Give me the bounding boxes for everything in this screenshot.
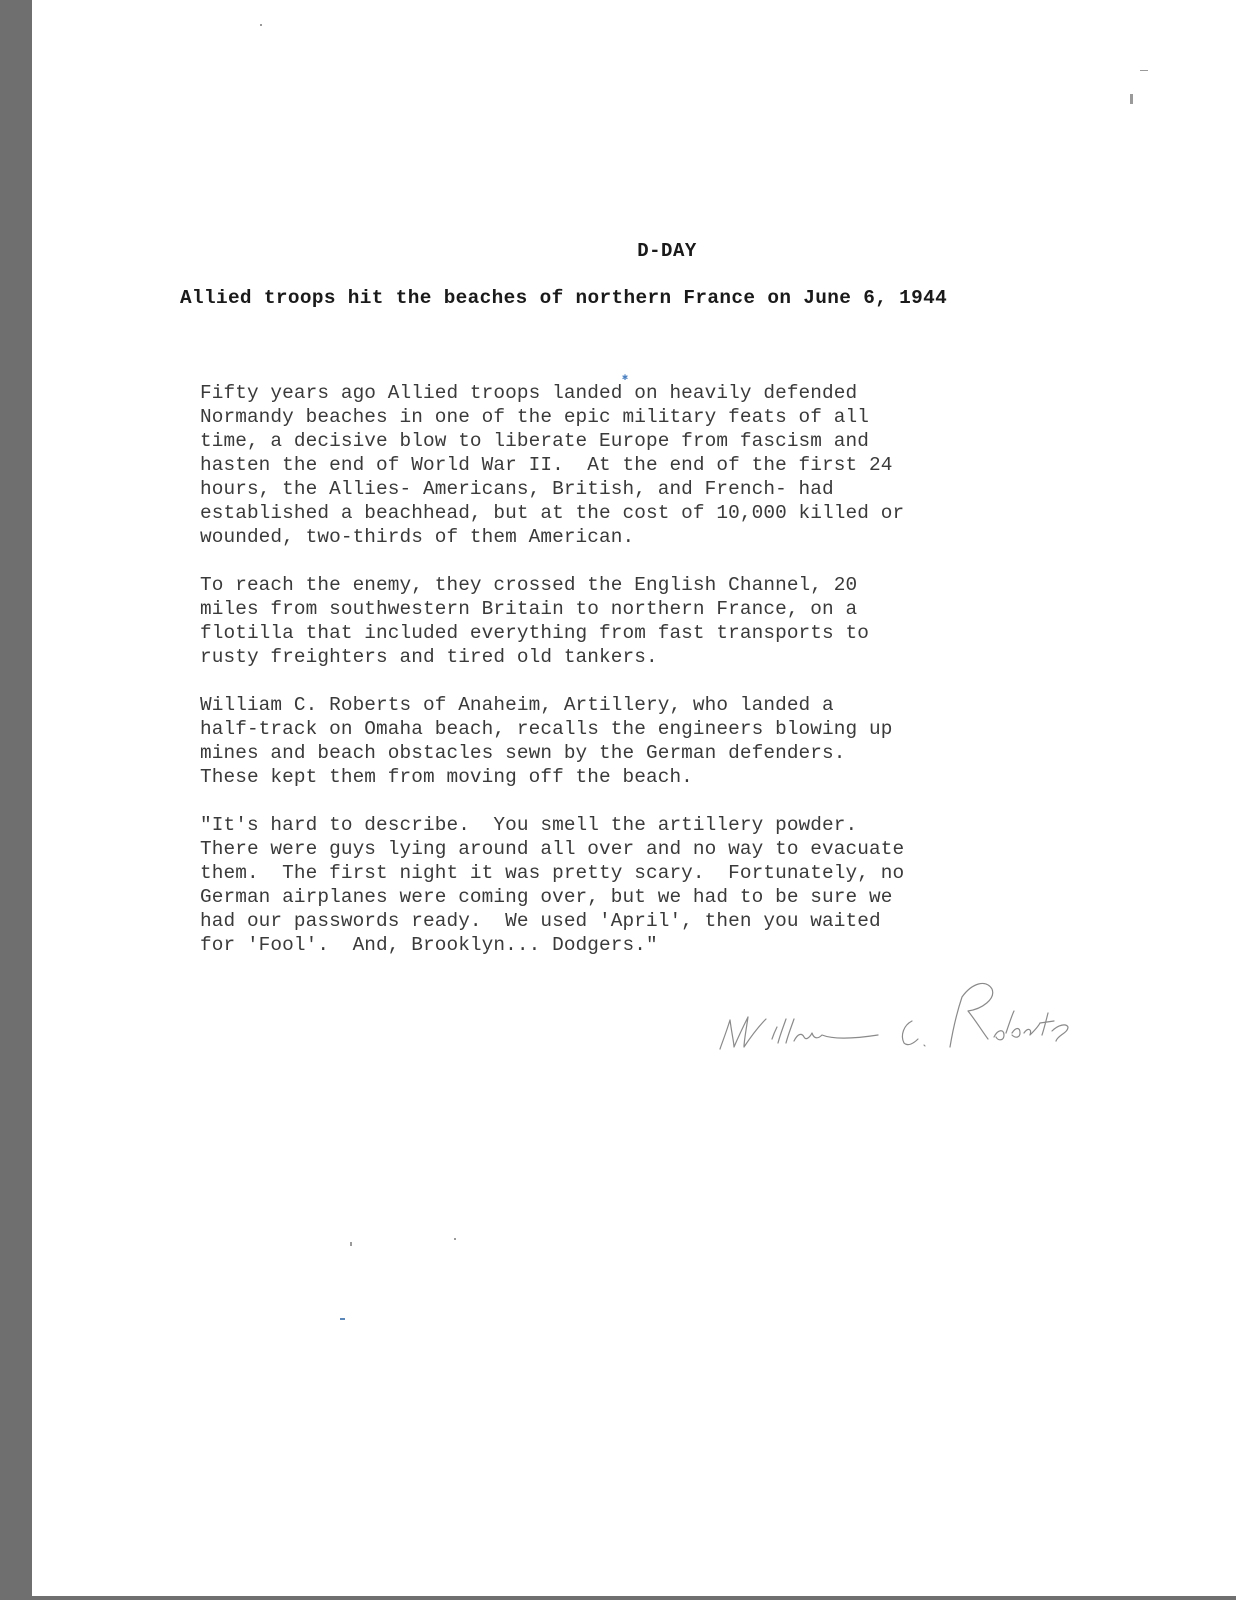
paragraph-1 [200, 381, 1100, 549]
text-line: "It's hard to describe. You smell the artillery powder. [200, 814, 858, 836]
document-title: D-DAY [637, 240, 697, 262]
paragraph-4-quote [200, 813, 1100, 957]
text-line: hours, the Allies- Americans, British, and French- had [200, 478, 834, 500]
text-line: for 'Fool'. And, Brooklyn... Dodgers." [200, 934, 658, 956]
text-line: established a beachhead, but at the cost of 10,000 killed or [200, 502, 905, 524]
text-line: To reach the enemy, they crossed the English Channel, 20 [200, 574, 858, 596]
text-line: them. The first night it was pretty scary. Fortunately, no [200, 862, 905, 884]
paragraph-2 [200, 573, 1100, 669]
text-line: half-track on Omaha beach, recalls the engineers blowing up [200, 718, 893, 740]
text-line: German airplanes were coming over, but we had to be sure we [200, 886, 893, 908]
scan-speck [340, 1318, 345, 1320]
text-line: Normandy beaches in one of the epic military feats of all [200, 406, 869, 428]
text-line: miles from southwestern Britain to northern France, on a [200, 598, 858, 620]
scan-speck [454, 1238, 456, 1240]
text-line: time, a decisive blow to liberate Europe from fascism and [200, 430, 869, 452]
ink-mark-icon: ✱ [622, 373, 629, 384]
text-line: These kept them from moving off the beach. [200, 766, 693, 788]
text-line: flotilla that included everything from fast transports to [200, 622, 869, 644]
handwritten-signature [682, 975, 1082, 1065]
document-subtitle: Allied troops hit the beaches of northern France on June 6, 1944 [180, 287, 948, 309]
paragraph-3 [200, 693, 1100, 789]
text-line: Fifty years ago Allied troops landed on heavily defended [200, 382, 858, 404]
scan-speck [1140, 70, 1148, 71]
scan-speck [1130, 94, 1133, 104]
document-page [32, 0, 1236, 1596]
text-line: William C. Roberts of Anaheim, Artillery, who landed a [200, 694, 834, 716]
text-line: had our passwords ready. We used 'April', then you waited [200, 910, 881, 932]
scan-speck [350, 1242, 352, 1246]
document-body [200, 381, 1100, 981]
text-line: wounded, two-thirds of them American. [200, 526, 635, 548]
text-line: mines and beach obstacles sewn by the German defenders. [200, 742, 846, 764]
scan-speck [260, 24, 262, 26]
text-line: rusty freighters and tired old tankers. [200, 646, 658, 668]
text-line: There were guys lying around all over and no way to evacuate [200, 838, 905, 860]
text-line: hasten the end of World War II. At the end of the first 24 [200, 454, 893, 476]
